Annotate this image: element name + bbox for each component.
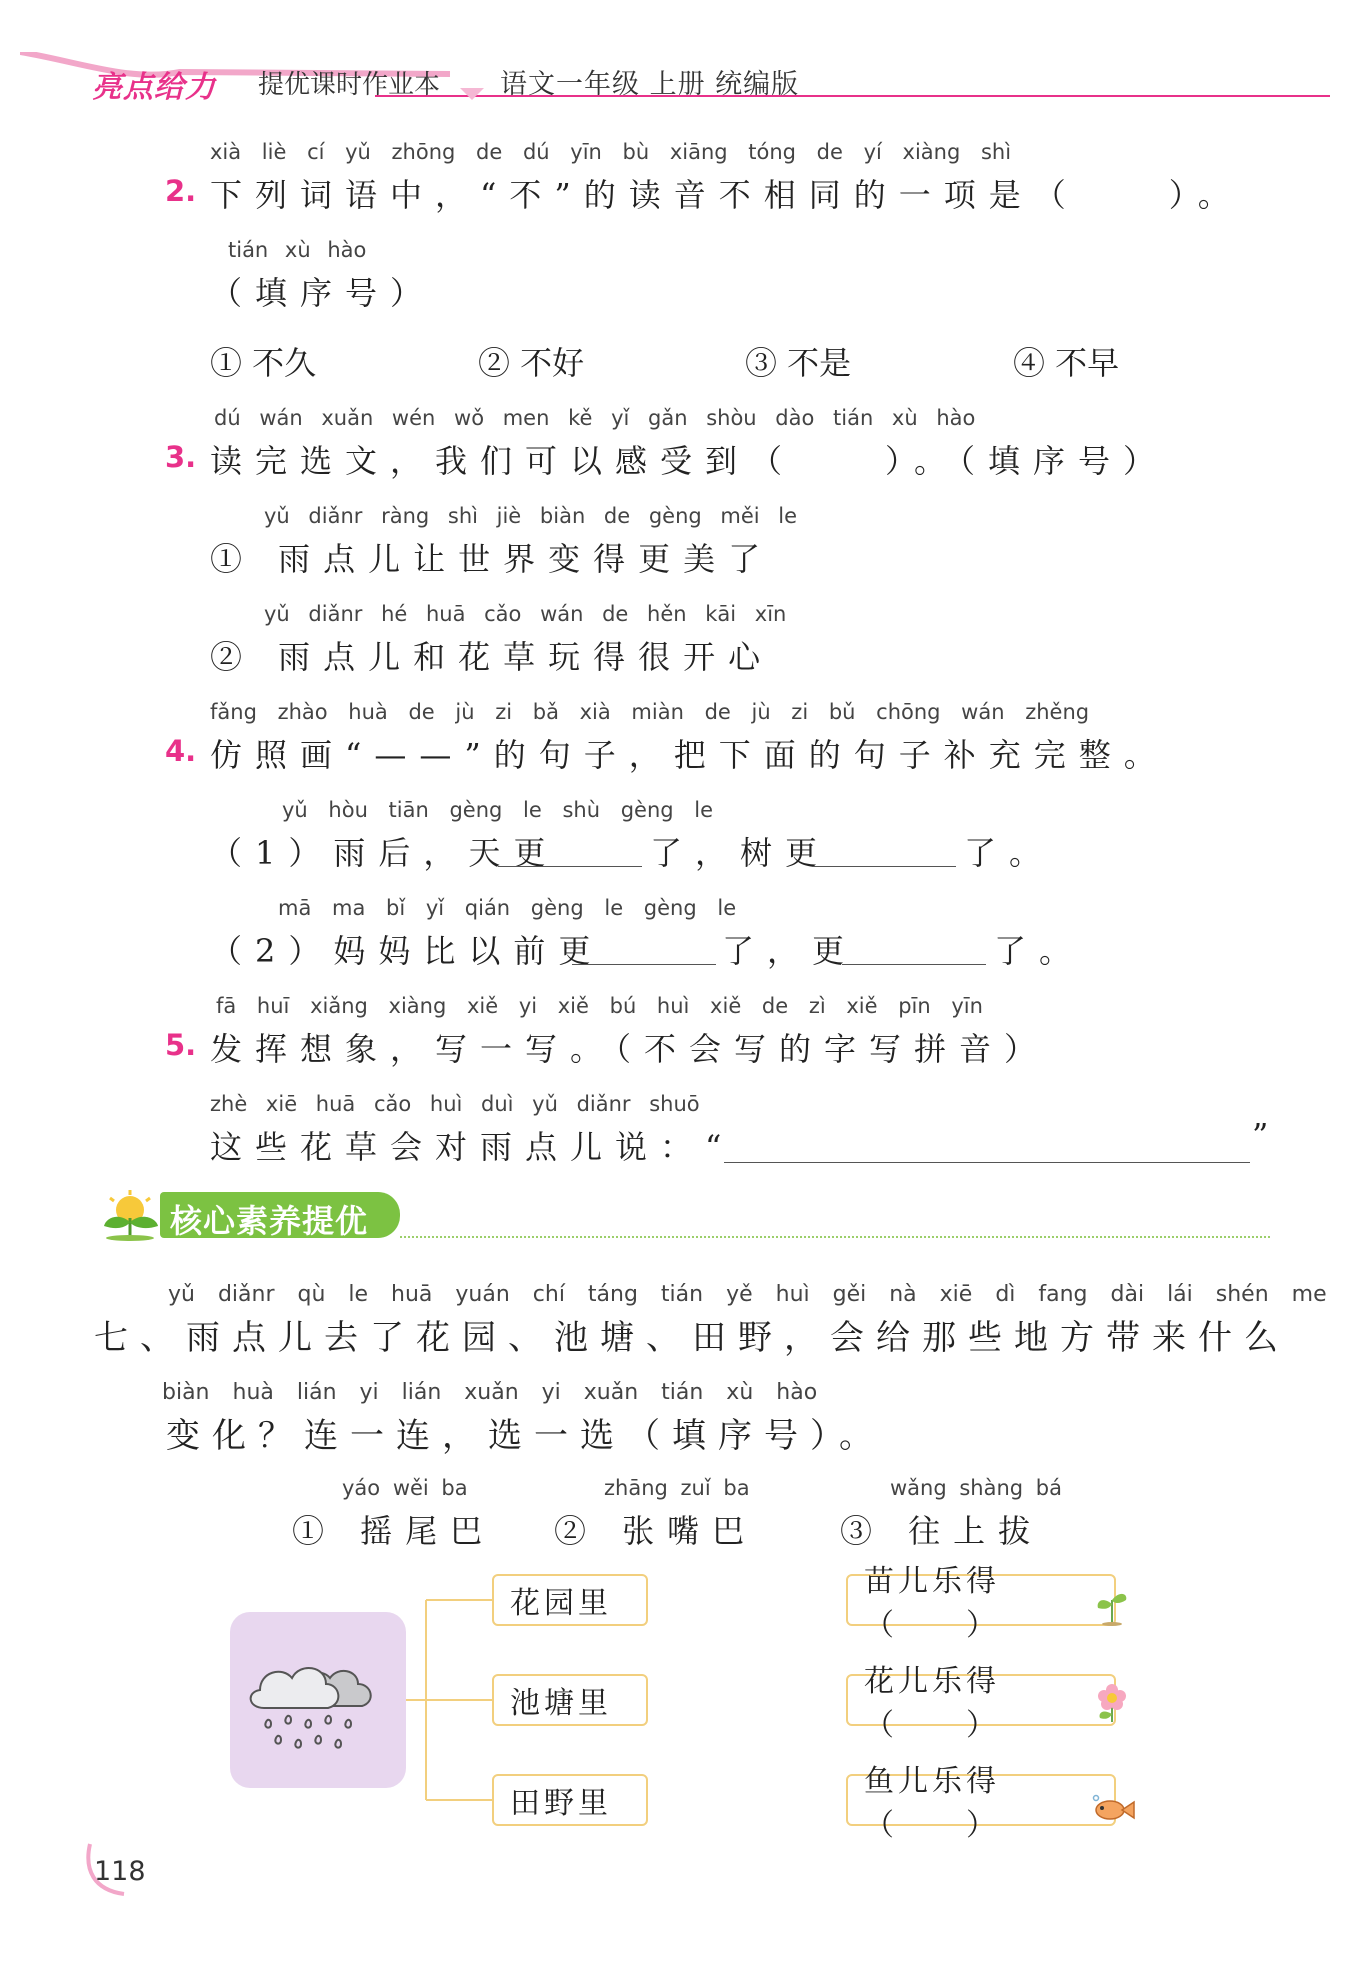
q7-pinyin: yǔ diǎnr qù le huā yuán chí táng tián yě huì gěi nà xiē dì fang dài lái shén me: [168, 1282, 1327, 1307]
section-title: 核心素养提优: [170, 1202, 369, 1240]
page-number: 118: [94, 1856, 146, 1887]
q5-close-quote: ”: [1252, 1116, 1269, 1154]
q7-choice-2-pinyin: zhāng zuǐ ba: [604, 1476, 750, 1500]
q4-s1-part-b: 了，树更: [650, 834, 831, 872]
q3-option-1: ① 雨点儿让世界变得更美了: [210, 540, 774, 578]
q5-s-pinyin: zhè xiē huā cǎo huì duì yǔ diǎnr shuō: [210, 1092, 700, 1116]
q7-text: 七、雨点儿去了花园、池塘、田野，会给那些地方带来什么: [94, 1318, 1290, 1358]
q3-pinyin: dú wán xuǎn wén wǒ men kě yǐ gǎn shòu dào tián xù hào: [214, 406, 976, 430]
q5-number: 5.: [165, 1028, 197, 1062]
q7-choice-1: ① 摇尾巴: [292, 1512, 496, 1550]
place-pond[interactable]: 池塘里: [492, 1674, 648, 1726]
q4-s1-blank-2[interactable]: [812, 866, 956, 867]
q2-number: 2.: [165, 174, 197, 208]
q5-text: 发挥想象，写一写。（不会写的字写拼音）: [210, 1030, 1050, 1068]
sprout-icon: [100, 1190, 166, 1242]
q4-text: 仿照画“——”的句子，把下面的句子补充完整。: [210, 736, 1169, 774]
q5-sentence: 这些花草会对雨点儿说：“: [210, 1128, 735, 1166]
q4-s1-part-a: （1）雨后，天更: [210, 834, 559, 872]
fish-icon: [1092, 1792, 1136, 1826]
q4-number: 4.: [165, 734, 197, 768]
q2-text: 下列词语中，“不”的读音不相同的一项是（ ）。: [210, 176, 1243, 214]
flower-icon: [1092, 1680, 1132, 1724]
connector-bracket: [406, 1590, 498, 1820]
q7-choice-2: ② 张嘴巴: [554, 1512, 758, 1550]
result-sprout[interactable]: 苗儿乐得（ ）: [846, 1574, 1116, 1626]
q7-pinyin2: biàn huà lián yi lián xuǎn yi xuǎn tián xù hào: [162, 1380, 818, 1405]
book-info: 语文一年级 上册 统编版: [500, 69, 800, 100]
result-fish[interactable]: 鱼儿乐得（ ）: [846, 1774, 1116, 1826]
q4-s2-pinyin: mā ma bǐ yǐ qián gèng le gèng le: [278, 896, 737, 920]
q4-pinyin: fǎng zhào huà de jù zi bǎ xià miàn de jù zi bǔ chōng wán zhěng: [210, 700, 1090, 724]
q7-choice-3: ③ 往上拔: [840, 1512, 1044, 1550]
place-field[interactable]: 田野里: [492, 1774, 648, 1826]
q2-instruction: （填序号）: [210, 274, 436, 312]
q5-pinyin: fā huī xiǎng xiàng xiě yi xiě bú huì xiě de zì xiě pīn yīn: [216, 994, 983, 1018]
q7-choice-3-pinyin: wǎng shàng bá: [890, 1476, 1062, 1500]
q2-option-4: ④ 不早: [1013, 344, 1120, 382]
q4-s2-blank-1[interactable]: [572, 964, 716, 965]
brand-subtitle: 提优课时作业本: [258, 70, 441, 100]
q4-s2-blank-2[interactable]: [842, 964, 986, 965]
rain-cloud-icon: [230, 1612, 406, 1788]
q7-choice-1-pinyin: yáo wěi ba: [342, 1476, 468, 1500]
q2-option-3: ③ 不是: [745, 344, 852, 382]
q2-pinyin2: tián xù hào: [228, 238, 367, 262]
q4-s2-part-a: （2）妈妈比以前更: [210, 932, 604, 970]
q2-option-1: ① 不久: [210, 344, 317, 382]
brand-logo: 亮点给力: [92, 70, 216, 105]
q3-text: 读完选文，我们可以感受到（ ）。（填序号）: [210, 442, 1169, 480]
q5-blank[interactable]: [724, 1162, 1250, 1163]
q2-option-2: ② 不好: [478, 344, 585, 382]
q3-number: 3.: [165, 440, 197, 474]
result-flower[interactable]: 花儿乐得（ ）: [846, 1674, 1116, 1726]
q3-opt2-pinyin: yǔ diǎnr hé huā cǎo wán de hěn kāi xīn: [264, 602, 787, 626]
q4-s2-part-b: 了，更: [722, 932, 858, 970]
seedling-icon: [1094, 1582, 1130, 1626]
q4-s2-part-c: 了。: [994, 932, 1085, 970]
section-divider: [400, 1236, 1270, 1238]
q2-pinyin: xià liè cí yǔ zhōng de dú yīn bù xiāng tóng de yí xiàng shì: [210, 140, 1012, 164]
q4-s1-part-c: 了。: [964, 834, 1055, 872]
q3-opt1-pinyin: yǔ diǎnr ràng shì jiè biàn de gèng měi le: [264, 504, 798, 528]
q3-option-2: ② 雨点儿和花草玩得很开心: [210, 638, 774, 676]
q4-s1-blank-1[interactable]: [498, 866, 642, 867]
place-garden[interactable]: 花园里: [492, 1574, 648, 1626]
q4-s1-pinyin: yǔ hòu tiān gèng le shù gèng le: [282, 798, 714, 822]
q7-text2: 变化？连一连，选一选（填序号）。: [166, 1416, 885, 1456]
